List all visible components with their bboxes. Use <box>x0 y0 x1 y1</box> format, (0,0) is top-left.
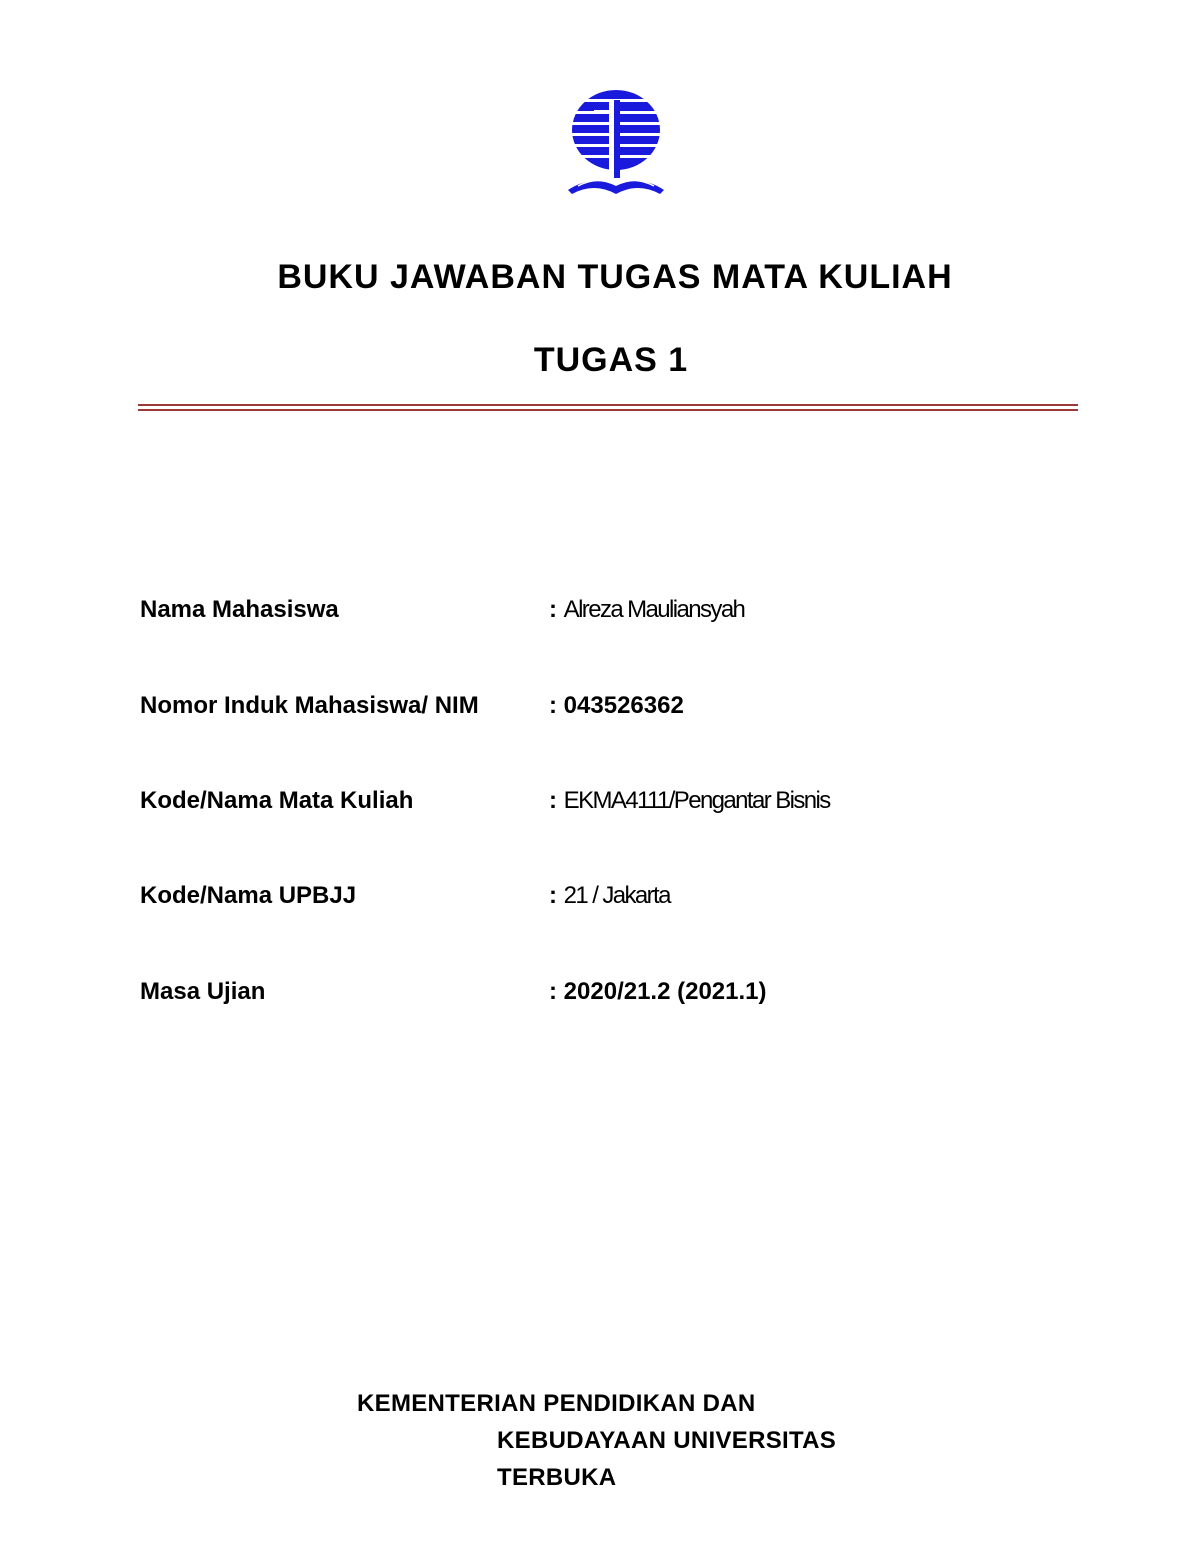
student-nim: 043526362 <box>563 692 684 719</box>
field-value <box>549 882 670 910</box>
course-code-name: EKMA4111/Pengantar Bisnis <box>563 787 830 814</box>
field-label: Nama Mahasiswa <box>140 596 339 623</box>
field-label: Kode/Nama Mata Kuliah <box>140 787 414 814</box>
field-label: Nomor Induk Mahasiswa/ NIM <box>140 692 479 719</box>
field-colon: : <box>549 882 557 909</box>
institution-line-1: KEMENTERIAN PENDIDIKAN DAN <box>357 1390 756 1417</box>
field-value <box>549 692 684 720</box>
document-subtitle: TUGAS 1 <box>533 341 689 379</box>
institution-line-2: KEBUDAYAAN UNIVERSITAS <box>497 1427 837 1454</box>
upbjj-code-name: 21 / Jakarta <box>563 882 670 909</box>
field-value <box>549 978 767 1006</box>
institution-line-3: TERBUKA <box>497 1464 617 1491</box>
field-colon: : <box>549 787 557 814</box>
field-label: Masa Ujian <box>140 978 266 1005</box>
field-colon: : <box>549 596 557 623</box>
field-label: Kode/Nama UPBJJ <box>140 882 357 909</box>
exam-period: 2020/21.2 (2021.1) <box>563 978 767 1005</box>
field-value <box>549 787 830 815</box>
field-colon: : <box>549 692 557 719</box>
field-value <box>549 596 744 624</box>
universitas-terbuka-logo-icon <box>564 86 668 200</box>
separator-line <box>138 409 1078 411</box>
student-name: Alreza Mauliansyah <box>563 596 745 623</box>
field-colon: : <box>549 978 557 1005</box>
document-title: BUKU JAWABAN TUGAS MATA KULIAH <box>277 258 953 296</box>
separator-line <box>138 404 1078 406</box>
